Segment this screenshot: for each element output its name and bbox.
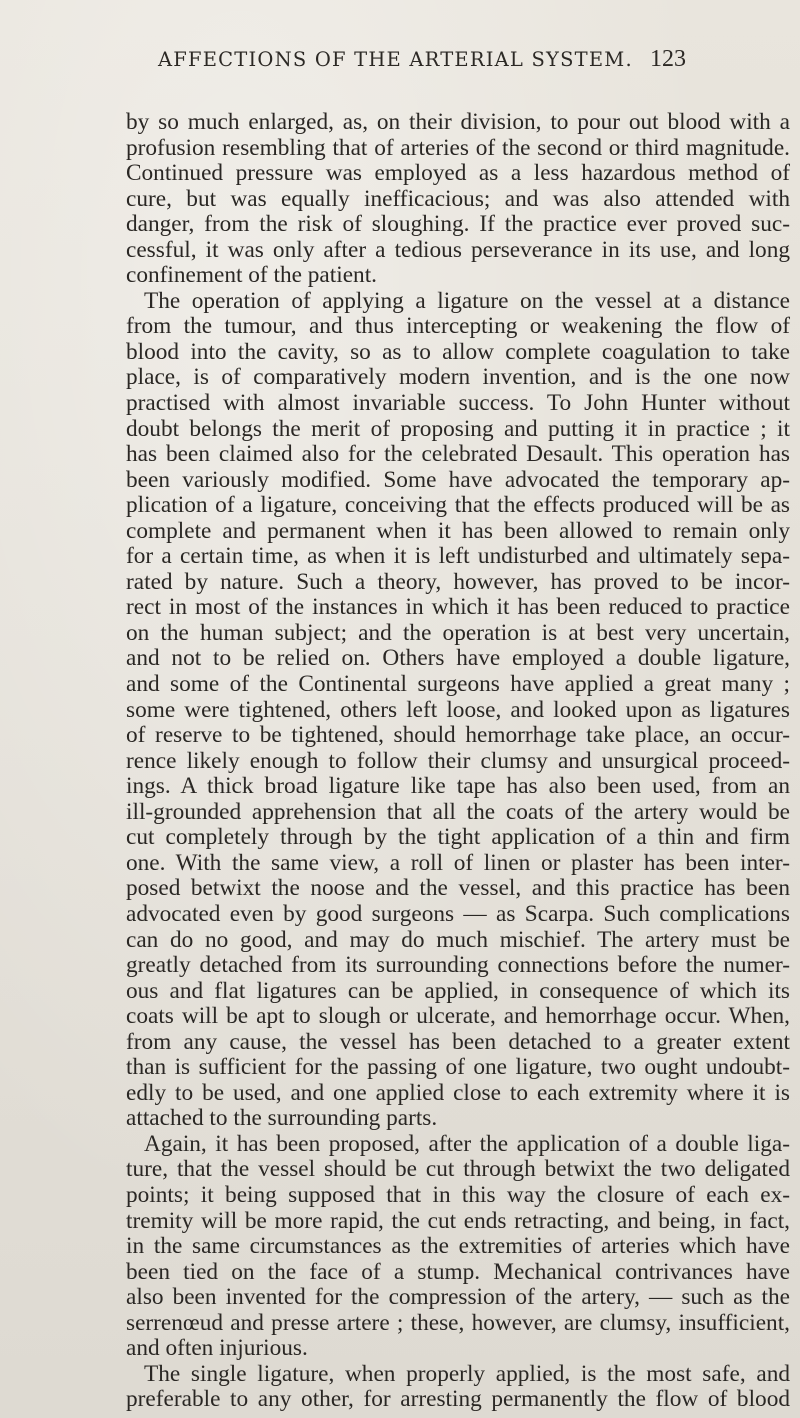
text-line: one. With the same view, a roll of linen or plaster has been inter- [126,849,790,876]
text-line: ings. A thick broad ligature like tape has also been used, from an [126,773,790,800]
text-line: preferable to any other, for arresting permanently the flow of blood [126,1386,790,1413]
text-line: danger, from the risk of sloughing. If the practice ever proved suc- [126,211,790,238]
text-line: confinement of the patient. [126,262,377,289]
text-line: attached to the surrounding parts. [126,1105,438,1132]
text-line: posed betwixt the noose and the vessel, and this practice has been [126,875,790,902]
text-line: rect in most of the instances in which it has been reduced to practice [126,594,790,621]
text-line: than is sufficient for the passing of one ligature, two ought undoubt- [126,1054,790,1081]
text-line: greatly detached from its surrounding connections before the numer- [126,952,790,979]
text-line: blood into the cavity, so as to allow complete coagulation to take [126,338,790,365]
text-line: coats will be apt to slough or ulcerate, and hemorrhage occur. When, [126,1003,790,1030]
text-line: ture, that the vessel should be cut through betwixt the two deligated [126,1156,790,1183]
text-line: Continued pressure was employed as a less hazardous method of [126,160,790,187]
text-line: cure, but was equally inefficacious; and was also attended with [126,185,790,212]
page-number: 123 [650,46,686,72]
text-line: also been invented for the compression of the artery, — such as the [126,1284,790,1311]
text-line: profusion resembling that of arteries of the second or third magnitude. [126,134,790,161]
body-text [126,110,790,1413]
text-line: been variously modified. Some have advocated the temporary ap- [126,466,790,493]
text-line: tremity will be more rapid, the cut ends retracting, and being, in fact, [126,1207,790,1234]
text-line: rated by nature. Such a theory, however, has proved to be incor- [126,568,790,595]
text-line: for a certain time, as when it is left undisturbed and ultimately sepa- [126,543,790,570]
text-line: can do no good, and may do much mischief. The artery must be [126,926,790,953]
text-line: on the human subject; and the operation is at best very uncertain, [126,619,790,646]
text-line: by so much enlarged, as, on their division, to pour out blood with a [126,109,790,135]
text-line: ous and flat ligatures can be applied, in consequence of which its [126,977,790,1004]
text-line: cut completely through by the tight application of a thin and firm [126,824,790,851]
text-line: plication of a ligature, conceiving that the effects produced will be as [126,492,790,519]
running-head: AFFECTIONS OF THE ARTERIAL SYSTEM. [158,48,633,71]
page-header [0,44,800,84]
text-line: points; it being supposed that in this way the closure of each ex- [126,1181,790,1208]
text-line: complete and permanent when it has been allowed to remain only [126,517,790,544]
text-line: and not to be relied on. Others have employed a double ligature, [126,645,790,672]
text-line: The single ligature, when properly applied, is the most safe, and [144,1360,790,1387]
text-line: doubt belongs the merit of proposing and putting it in practice ; it [126,415,790,442]
text-line: some were tightened, others left loose, and looked upon as ligatures [126,696,790,723]
text-line: has been claimed also for the celebrated Desault. This operation has [126,441,790,468]
text-line: edly to be used, and one applied close to each extremity where it is [126,1079,790,1106]
text-line: and some of the Continental surgeons have applied a great many ; [126,671,790,698]
text-line: and often injurious. [126,1335,308,1362]
text-line: practised with almost invariable success. To John Hunter without [126,390,790,417]
text-line: advocated even by good surgeons — as Scarpa. Such complications [126,900,790,927]
text-line: in the same circumstances as the extremities of arteries which have [126,1233,790,1260]
text-line: been tied on the face of a stump. Mechanical contrivances have [126,1258,790,1285]
text-line: The operation of applying a ligature on the vessel at a distance [144,287,790,314]
text-line: from any cause, the vessel has been detached to a greater extent [126,1028,790,1055]
text-line: serrenœud and presse artere ; these, however, are clumsy, insufficient, [126,1309,790,1336]
text-line: from the tumour, and thus intercepting or weakening the flow of [126,313,790,340]
text-line: of reserve to be tightened, should hemorrhage take place, an occur- [126,722,790,749]
text-line: rence likely enough to follow their clumsy and unsurgical proceed- [126,747,790,774]
text-line: cessful, it was only after a tedious perseverance in its use, and long [126,236,790,263]
text-line: ill-grounded apprehension that all the coats of the artery would be [126,798,790,825]
text-line: place, is of comparatively modern invention, and is the one now [126,364,790,391]
text-line: Again, it has been proposed, after the application of a double liga- [144,1130,790,1157]
